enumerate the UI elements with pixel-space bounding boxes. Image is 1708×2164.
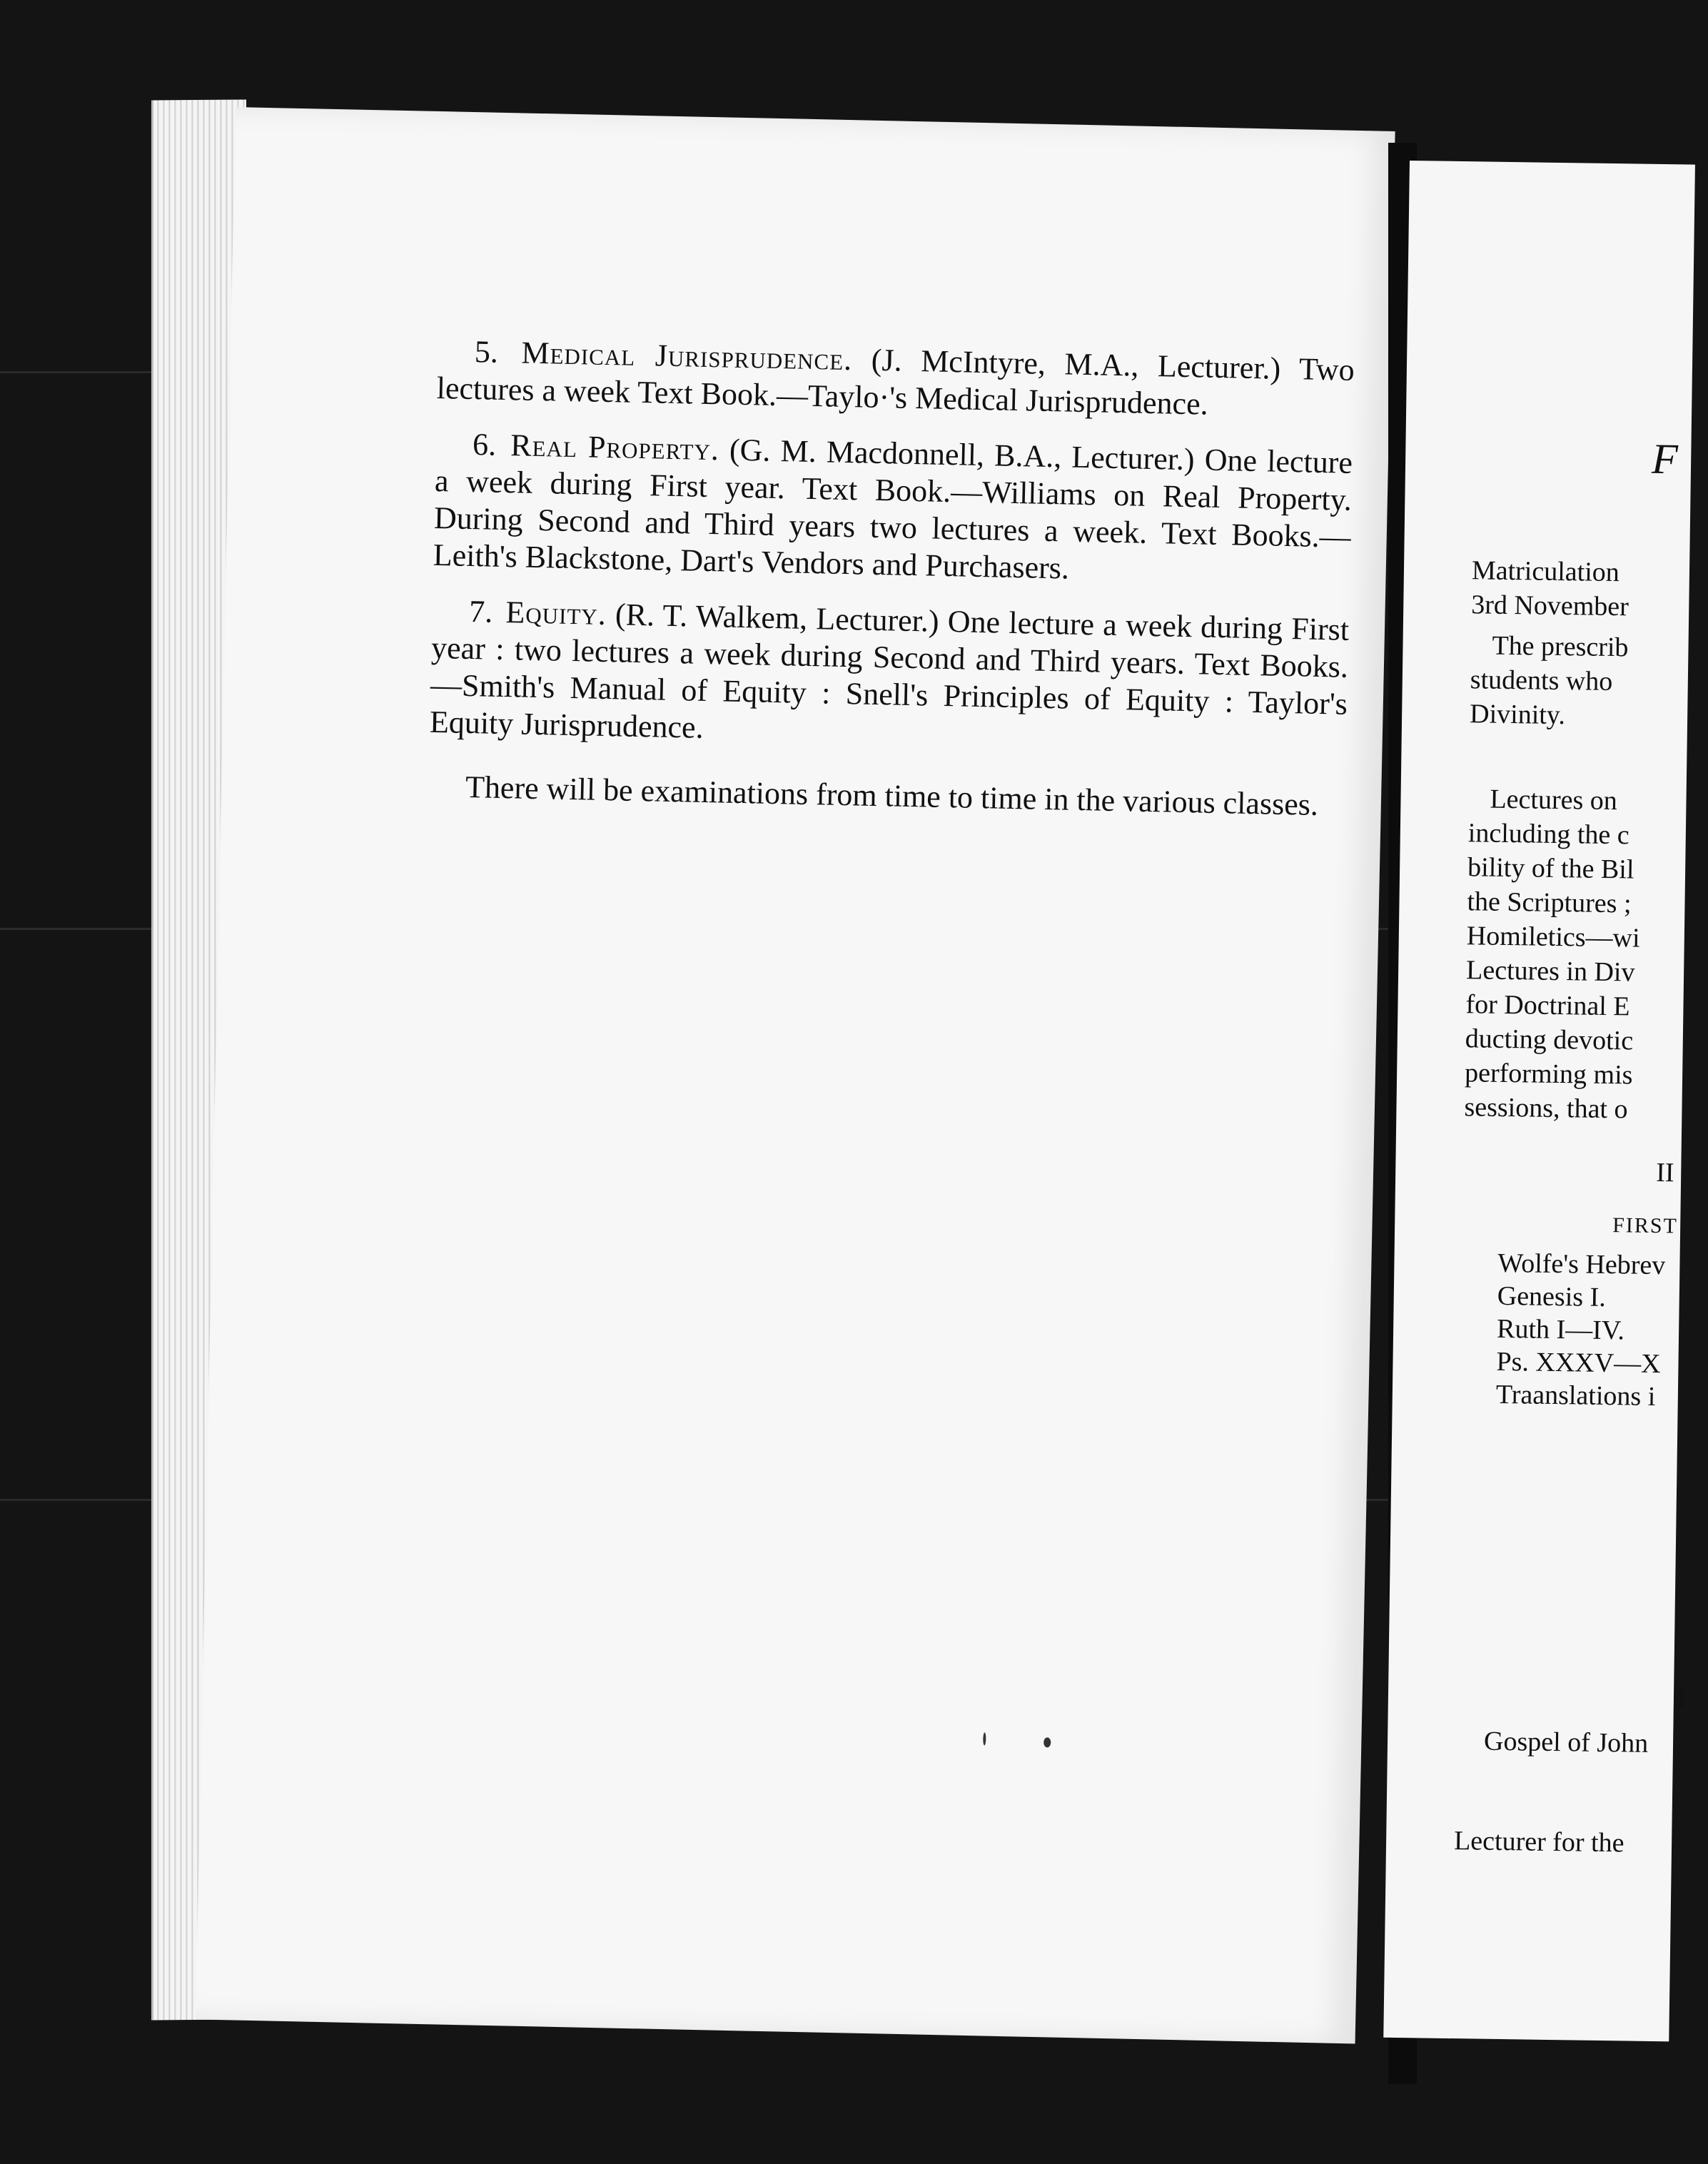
right-sub-heading: FIRST [1612,1213,1679,1238]
right-gospel-line: Gospel of John [1483,1726,1649,1759]
right-text-line: sessions, that o [1464,1092,1628,1125]
section-title: Medical Jurisprudence. [521,335,853,378]
section-title: Equity. [505,595,607,632]
right-list-item: Traanslations i [1495,1379,1656,1412]
right-text-line: Matriculation [1471,555,1620,588]
right-text-line: Divinity. [1469,699,1566,731]
right-list-item: Ps. XXXV—X [1496,1346,1661,1380]
section-number: 5. [474,334,499,370]
right-page [1383,161,1695,2041]
section-equity [429,592,1349,760]
right-list-item: Wolfe's Hebrev [1497,1248,1666,1281]
right-lecturer-line: Lecturer for the [1453,1826,1624,1859]
left-page-text [428,333,1355,843]
right-text-line: including the c [1467,818,1629,851]
right-list-item: Genesis I. [1497,1280,1607,1313]
section-real-property [433,425,1353,593]
right-text-line: Homiletics—wi [1466,921,1640,954]
right-list-item: Ruth I—IV. [1496,1313,1625,1346]
right-text-line: performing mis [1464,1058,1633,1091]
right-text-line: ducting devotic [1465,1023,1634,1056]
right-section-mark: II [1655,1157,1674,1188]
right-mark: I [1677,1682,1687,1713]
section-title: Real Property. [510,428,720,467]
right-text-line: Lectures in Div [1465,955,1635,988]
right-text-line: The prescrib [1492,630,1629,663]
section-number: 7. [468,594,493,630]
right-text-line: 3rd November [1471,590,1629,622]
left-page [196,107,1395,2043]
scan-speck [1044,1737,1051,1747]
right-text-line: Lectures on [1490,784,1618,816]
right-text-line: students who [1470,664,1613,697]
section-number: 6. [472,427,497,462]
right-text-line: the Scriptures ; [1467,886,1632,919]
right-page-text [1453,161,1706,1859]
right-text-line: bility of the Bil [1467,852,1634,885]
section-medical-jurisprudence [436,333,1355,426]
right-text-line: for Doctrinal E [1465,989,1630,1022]
right-heading-fragment: F [1651,435,1679,483]
scan-speck [983,1732,986,1745]
section-body: (J. McIntyre, M.A., Lecturer.) Two lectures a week Text Book.—Taylo·'s Medical Jurisprudence. [436,342,1355,422]
section-body: (R. T. Walkem, Lecturer.) One lecture a week during First year : two lectures a week during Second and Third years. Text Books.—Smith's Manual of Equity : Snell's Principles of Equity : Taylor's Equity Jurisprudence. [429,597,1350,745]
section-body: (G. M. Macdonnell, B.A., Lecturer.) One lecture a week during First year. Text Book.—Williams on Real Property. During Second and Third years two lectures a week. Text Books.—Leith's Blackstone, Dart's Vendors and Purchasers. [433,432,1353,586]
closing-note: There will be examinations from time to time in the various classes. [465,769,1319,822]
